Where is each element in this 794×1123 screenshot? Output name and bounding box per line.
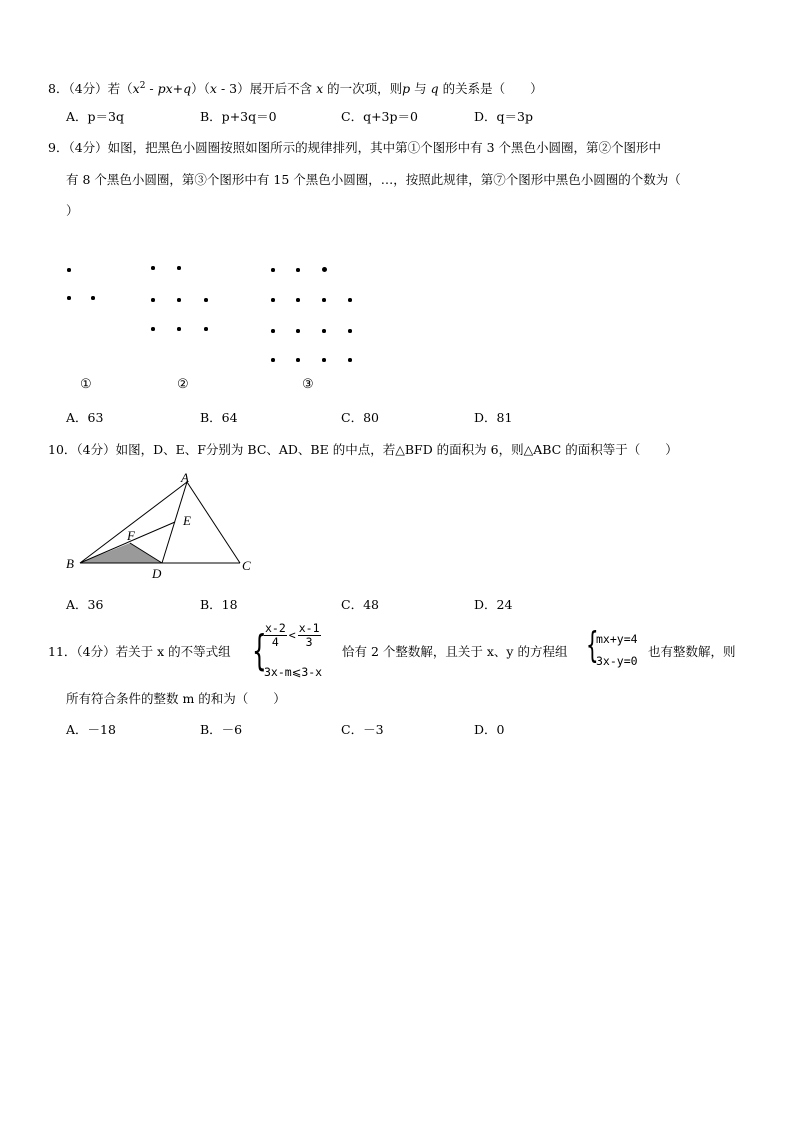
- dot: [271, 329, 275, 333]
- q9-option-d[interactable]: D．81: [474, 410, 513, 425]
- q11-stem-line2: 所有符合条件的整数 m 的和为（ ）: [66, 691, 286, 706]
- equation-2: 3x-y=0: [596, 654, 638, 668]
- point-label-f: F: [127, 528, 135, 543]
- dot: [271, 298, 275, 302]
- dot: [271, 358, 275, 362]
- q11-inequality-system: { $\frac{x-2}{4}$ < $\frac{x-1}{3}$ 3x-m⩽3-x: [252, 621, 323, 679]
- figure-label-2: ②: [177, 377, 189, 392]
- dot: [296, 268, 300, 272]
- dot: [271, 268, 275, 272]
- point-label-c: C: [242, 558, 251, 573]
- brace-icon: {: [252, 626, 267, 675]
- dot: [151, 327, 155, 331]
- q10-option-b[interactable]: B．18: [200, 597, 238, 612]
- point-label-d: D: [152, 566, 162, 581]
- inequality-2: 3x-m⩽3-x: [264, 665, 323, 679]
- q9-option-a[interactable]: A．63: [66, 410, 104, 425]
- dot: [151, 266, 155, 270]
- q8-option-b[interactable]: B．p+3q＝0: [200, 109, 277, 124]
- shaded-triangle-bfd: [80, 543, 162, 563]
- dot: [67, 268, 71, 272]
- dot: [177, 298, 181, 302]
- q8-option-c[interactable]: C．q+3p＝0: [341, 109, 418, 124]
- dot: [204, 327, 208, 331]
- dot: [322, 267, 327, 272]
- figure-label-1: ①: [80, 377, 92, 392]
- dot: [322, 358, 326, 362]
- q11-option-c[interactable]: C．－3: [341, 722, 384, 737]
- dot: [177, 327, 181, 331]
- dot: [151, 298, 155, 302]
- q10-stem: 10．（4分）如图，D、E、F分别为 BC、AD、BE 的中点，若△BFD 的面积为 6，则△ABC 的面积等于（ ）: [48, 442, 678, 457]
- dot: [296, 329, 300, 333]
- point-label-e: E: [183, 513, 191, 528]
- dot: [296, 298, 300, 302]
- q8-stem: 8．（4分）若$(x^2 - px+q)(x - 3)$展开后不含 x 的一次项，则p 与 q 的关系是（ ）: [48, 81, 543, 96]
- q10-option-a[interactable]: A．36: [66, 597, 104, 612]
- q10-option-c[interactable]: C．48: [341, 597, 379, 612]
- q11-option-a[interactable]: A．－18: [66, 722, 116, 737]
- q9-option-b[interactable]: B．64: [200, 410, 238, 425]
- q11-option-b[interactable]: B．－6: [200, 722, 243, 737]
- brace-icon: {: [586, 625, 599, 666]
- q11-option-d[interactable]: D．0: [474, 722, 505, 737]
- dot: [322, 298, 326, 302]
- dot: [204, 298, 208, 302]
- equation-1: mx+y=4: [596, 632, 638, 646]
- side-ac: [187, 482, 240, 563]
- point-label-b: B: [66, 556, 74, 571]
- figure-label-3: ③: [302, 377, 314, 392]
- q11-stem-tail: 也有整数解，则: [648, 644, 736, 659]
- dot: [177, 266, 181, 270]
- dot: [348, 298, 352, 302]
- dot: [348, 329, 352, 333]
- dot: [296, 358, 300, 362]
- dot: [67, 296, 71, 300]
- dot: [91, 296, 95, 300]
- q10-triangle-figure: [60, 470, 260, 580]
- q9-option-c[interactable]: C．80: [341, 410, 379, 425]
- dot: [348, 358, 352, 362]
- q10-option-d[interactable]: D．24: [474, 597, 513, 612]
- dot: [322, 329, 326, 333]
- q9-stem-line2: 有 8 个黑色小圆圈，第③个图形中有 15 个黑色小圆圈，…，按照此规律，第⑦个图形中黑色小圆圈的个数为（: [66, 172, 681, 187]
- q11-stem-lead: 11．（4分）若关于 x 的不等式组: [48, 644, 231, 659]
- q9-stem-line1: 9．（4分）如图，把黑色小圆圈按照如图所示的规律排列，其中第①个图形中有 3 个黑色小圆圈，第②个图形中: [48, 140, 662, 155]
- q11-equation-system: [586, 625, 656, 672]
- q11-stem-mid: 恰有 2 个整数解，且关于 x、y 的方程组: [342, 644, 568, 659]
- q9-stem-line3: ）: [66, 203, 79, 218]
- q8-option-d[interactable]: D．q＝3p: [474, 109, 533, 124]
- point-label-a: A: [181, 470, 189, 485]
- q8-option-a[interactable]: A．p＝3q: [66, 109, 124, 124]
